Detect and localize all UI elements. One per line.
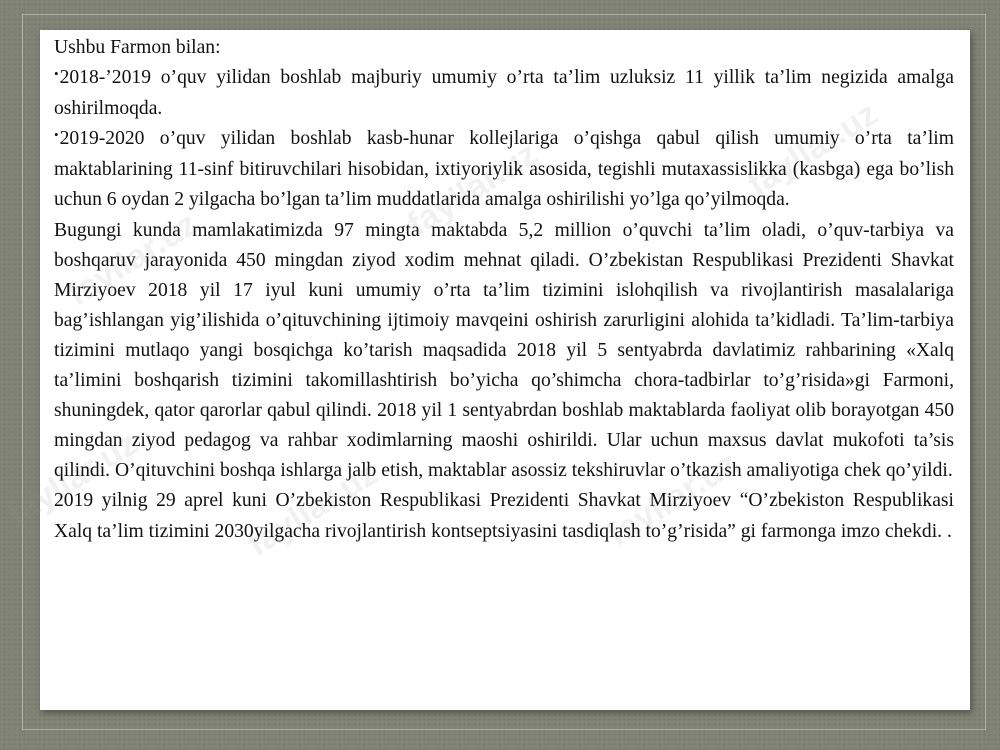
watermark: fayllar.uz — [60, 204, 205, 314]
watermark: fayllar.uz — [740, 94, 885, 204]
bullet-item — [54, 63, 954, 124]
watermark: fayllar.uz — [600, 444, 745, 554]
body-paragraph: 2019 yilnig 29 aprel kuni O’zbekiston Respublikasi Prezidenti Shavkat Mirziyoev “O’zbekiston Respublikasi Xalq ta’lim tizimini 2030yilgacha rivojlantirish kontseptsiyasini tasdiqlash to’g’risida” gi farmonga imzo chekdi. . — [54, 490, 954, 542]
body-paragraph: Bugungi kunda mamlakatimizda 97 mingta maktabda 5,2 million o’quvchi ta’lim oladi, o’quv-tarbiya va boshqaruv jarayonida 450 mingdan ziyod xodim mehnat qiladi. O’zbekistan Respublikasi Prezidenti Shavkat Mirziyoev 2018 yil 17 iyul kuni umumiy o’rta ta’lim tizimini islohqilish va rivojlantirish masalalariga bag’ishlangan yig’ilishida o’qituvchining ijtimoiy mavqeini oshirish zarurligini alohida ta’kidladi. Ta’lim-tarbiya tizimini mutlaqo yangi bosqichga ko’tarish maqsadida 2018 yil 5 sentyabrda davlatimiz rahbarining «Xalq ta’limini boshqarish tizimini takomillashtirish bo’yicha qo’shimcha chora-tadbirlar to’g’risida»gi Farmoni, shuningdek, qator qarorlar qabul qilindi. 2018 yil 1 sentyabrdan boshlab maktablarda faoliyat olib borayotgan 450 mingdan ziyod pedagog va rahbar xodimlarning maoshi oshirildi. Ular uchun maxsus davlat mukofoti ta’sis qilindi. O’qituvchini boshqa ishlarga jalb etish, maktablar asossiz tekshiruvlar o’tkazish amaliyotiga chek qo’yildi. — [54, 219, 954, 482]
bullet-text: 2018-’2019 o’quv yilidan boshlab majburiy umumiy o’rta ta’lim uzluksiz 11 yillik ta’lim negizida amalga oshirilmoqda. — [54, 67, 954, 120]
bullet-text: 2019-2020 o’quv yilidan boshlab kasb-hunar kollejlariga o’qishga qabul qilish umumiy o’rta ta’lim maktablarining 11-sinf bitiruvchilari hisobidan, ixtiyoriylik asosida, tegishli mutaxassislikka (kasbga) ega bo’lish uchun 6 oydan 2 yilgacha bo’lgan ta’lim muddatlarida amalga oshirilishi yo’lga qo’yilmoqda. — [54, 128, 954, 211]
bullet-icon: • — [54, 66, 59, 82]
slide — [0, 30, 970, 710]
bullet-item — [54, 124, 954, 215]
watermark: fayllar.uz — [240, 454, 385, 564]
bullet-icon: • — [54, 127, 59, 143]
watermark: fayllar.uz — [400, 134, 545, 244]
slide-text — [54, 33, 954, 547]
heading: Ushbu Farmon bilan: — [54, 37, 221, 58]
watermark: fayllar.uz — [0, 424, 145, 534]
